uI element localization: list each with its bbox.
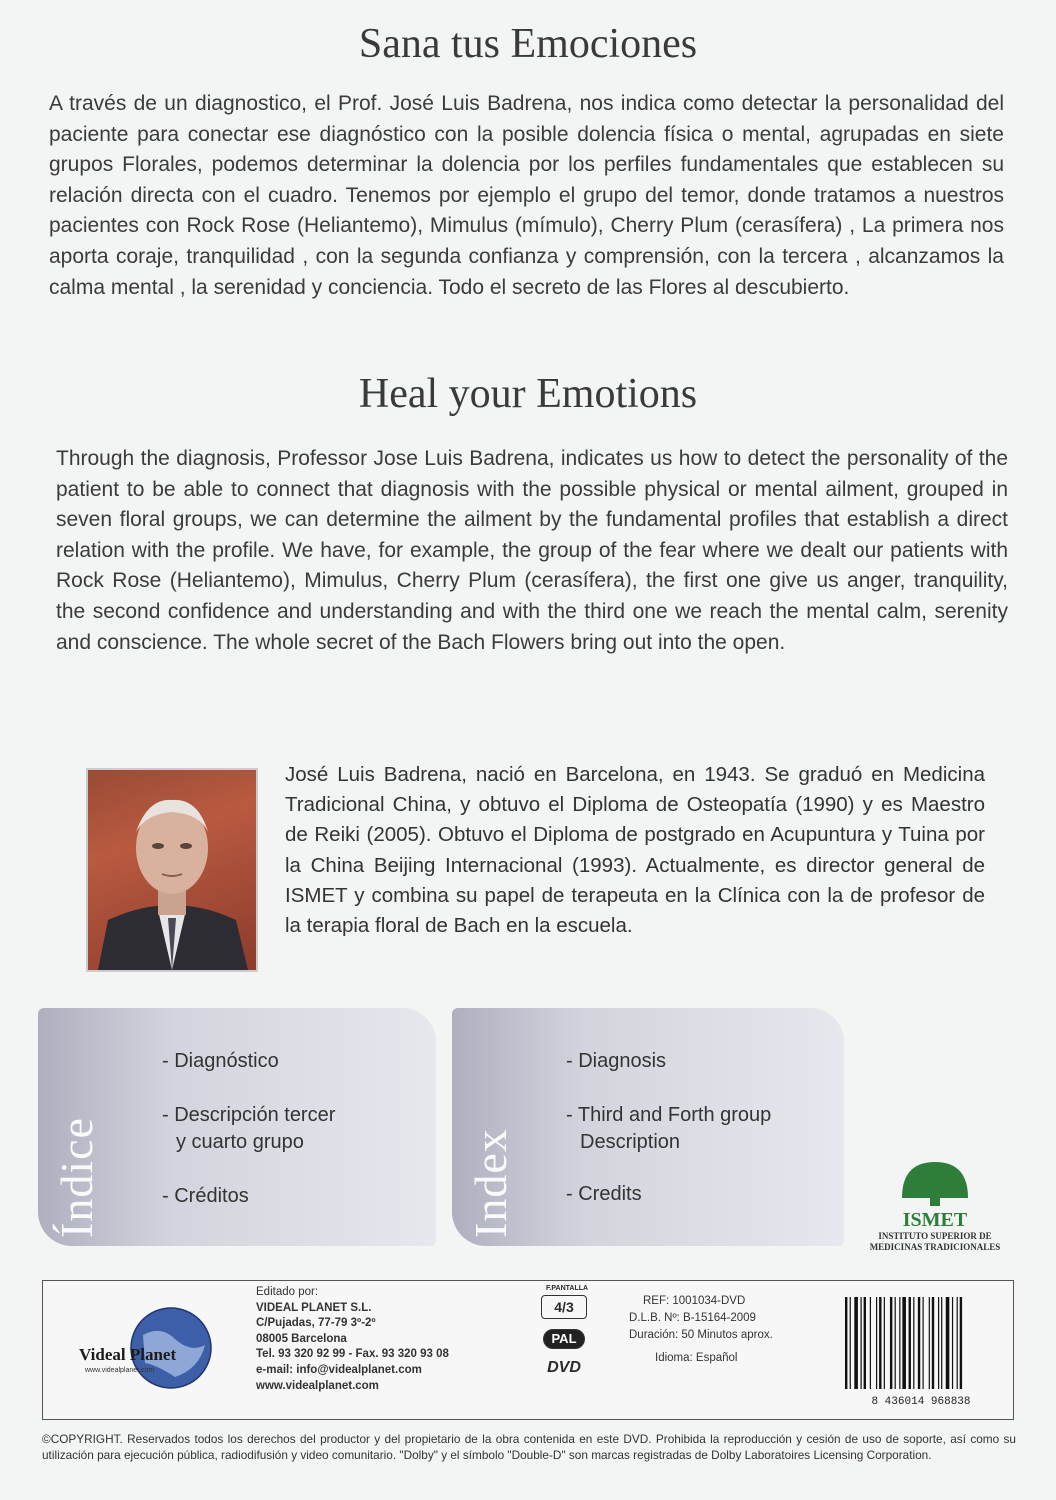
ismet-line1: INSTITUTO SUPERIOR DE: [878, 1231, 992, 1241]
indice-panel: [38, 1008, 436, 1246]
videal-logo-url: www.videalplanet.com: [85, 1367, 155, 1374]
indice-item-creditos: - Créditos: [162, 1185, 249, 1207]
barcode-bar: [845, 1297, 847, 1389]
ismet-logo: [850, 1158, 1020, 1254]
language: Idioma: Español: [655, 1352, 738, 1364]
english-description: Through the diagnosis, Professor Jose Luis Badrena, indicates us how to detect the personality of the patient to be able to connect that diagnosis with the possible physical or mental ailment, grouped in seven floral groups, we can determine the ailment by the fundamental profiles that establish a direct relation with the profile. We have, for example, the group of the fear where we dealt our patients with Rock Rose (Heliantemo), Mimulus, Cherry Plum (cerasífera), the first one give us anger, tranquility, the second confidence and understanding and with the third one we reach the mental calm, serenity and conscience. The whole secret of the Bach Flowers bring out into the open.: [56, 447, 1008, 654]
index-item-diagnosis: - Diagnosis: [566, 1050, 667, 1072]
barcode-bar: [913, 1297, 914, 1389]
duration: Duración: 50 Minutos aprox.: [629, 1329, 773, 1341]
barcode-bar: [876, 1297, 877, 1389]
barcode-bars: [839, 1295, 1003, 1391]
videal-planet-logo: [71, 1305, 221, 1391]
barcode-bar: [890, 1297, 892, 1389]
indice-item-diagnostico: - Diagnóstico: [162, 1050, 279, 1072]
author-bio: José Luis Badrena, nació en Barcelona, en 1943. Se graduó en Medicina Tradicional China, y obtuvo el Diploma de Osteopatía (1990) y es Maestro de Reiki (2005). Obtuvo el Diploma de postgrado en Acupuntura y Tuina por la China Beijing Internacional (1993). Actualmente, es director general de ISMET y combina su papel de terapeuta en la Clínica con la de profesor de la terapia floral de Bach en la escuela.: [285, 763, 985, 938]
publisher-details: [256, 1285, 536, 1394]
copyright-notice: ©COPYRIGHT. Reservados todos los derechos del productor y del propietario de la obra contenida en este DVD. Prohibida la reproducción y cesión de uso de soporte, así como su utilización para ejecución pública, radiodifusión y video comunitario. "Dolby" y el símbolo "Double-D" son marcas registradas de Dolby Laboratoires Licensing Corporation.: [42, 1431, 1016, 1462]
barcode-bar: [938, 1297, 939, 1389]
indice-item-descripcion: - Descripción tercer: [162, 1104, 336, 1126]
tree-icon: [850, 1158, 1020, 1206]
barcode-bar: [861, 1297, 862, 1389]
ismet-name: ISMET: [902, 1209, 968, 1231]
barcode-bar: [884, 1297, 885, 1389]
ismet-line2: MEDICINAS TRADICIONALES: [869, 1242, 1001, 1252]
index-item-description: Description: [580, 1131, 681, 1153]
ref-number: REF: 1001034-DVD: [643, 1295, 746, 1307]
spanish-description: A través de un diagnostico, el Prof. José Luis Badrena, nos indica como detectar la personalidad del paciente para conectar ese diagnóstico con la posible dolencia física o mental, agrupadas en siete grupos Florales, podemos determinar la dolencia por los perfiles fundamentales que establecen su relación directa con el cuadro. Tenemos por ejemplo el grupo del temor, donde tratamos a nuestros pacientes con Rock Rose (Heliantemo), Mimulus (mímulo), Cherry Plum (cerasífera) , La primera nos aporta coraje, tranquilidad , con la segunda confianza y comprensión, con la tercera , alcanzamos la calma mental , la serenidad y conciencia. Todo el secreto de las Flores al descubierto.: [49, 92, 1004, 299]
barcode: [839, 1295, 1003, 1407]
barcode-bar: [864, 1297, 866, 1389]
spanish-title: Sana tus Emociones: [358, 21, 698, 67]
publisher-info-box: [42, 1280, 1014, 1420]
publisher-email: e-mail: info@videalplanet.com: [256, 1363, 422, 1376]
barcode-bar: [957, 1297, 958, 1389]
index-panel: [452, 1008, 844, 1246]
portrait-illustration: [88, 770, 256, 970]
videal-logo-text: Videal Planet: [79, 1345, 177, 1364]
barcode-bar: [909, 1297, 911, 1389]
product-details: [629, 1293, 819, 1367]
barcode-bar: [929, 1297, 930, 1389]
indice-item-descripcion-cont: y cuarto grupo: [176, 1131, 304, 1153]
index-item-third-forth: - Third and Forth group: [566, 1104, 772, 1126]
index-label: Index: [465, 1128, 516, 1238]
edited-by: Editado por:: [256, 1286, 319, 1298]
author-photo: [86, 768, 258, 972]
publisher-web: www.videalplanet.com: [256, 1379, 379, 1392]
barcode-bar: [902, 1297, 906, 1389]
barcode-bar: [899, 1297, 900, 1389]
dlb-number: D.L.B. Nº: B-15164-2009: [629, 1312, 756, 1324]
publisher-address2: 08005 Barcelona: [256, 1332, 347, 1345]
aspect-badge: 4/3: [541, 1295, 587, 1319]
barcode-bar: [932, 1297, 934, 1389]
pal-badge: PAL: [543, 1329, 585, 1349]
barcode-bar: [854, 1297, 858, 1389]
barcode-bar: [895, 1297, 896, 1389]
barcode-bar: [941, 1297, 942, 1389]
publisher-phone: Tel. 93 320 92 99 - Fax. 93 320 93 08: [256, 1348, 449, 1361]
screen-label: F.PANTALLA: [545, 1285, 589, 1292]
publisher-address1: C/Pujadas, 77-79 3º-2º: [256, 1317, 376, 1330]
barcode-bar: [870, 1297, 871, 1389]
barcode-bar: [946, 1297, 950, 1389]
barcode-bar: [879, 1297, 881, 1389]
index-item-credits: - Credits: [566, 1183, 642, 1205]
barcode-bar: [960, 1297, 962, 1389]
english-title: Heal your Emotions: [358, 371, 698, 417]
barcode-bar: [952, 1297, 953, 1389]
barcode-bar: [923, 1297, 924, 1389]
publisher-name: VIDEAL PLANET S.L.: [256, 1301, 372, 1314]
dvd-logo: DVD: [547, 1359, 581, 1376]
barcode-bar: [918, 1297, 920, 1389]
barcode-bar: [850, 1297, 851, 1389]
barcode-number: 8 436014 968838: [871, 1396, 971, 1408]
indice-label: Índice: [51, 1117, 102, 1238]
